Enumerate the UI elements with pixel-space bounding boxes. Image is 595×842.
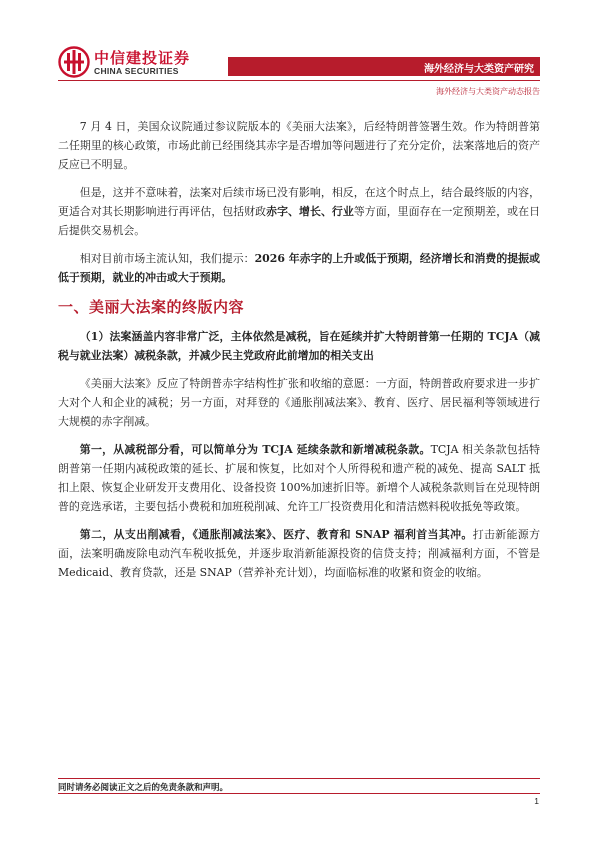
section-title: 一、美丽大法案的终版内容 (58, 298, 245, 316)
footer-divider-top (58, 778, 540, 779)
brand-logo (58, 46, 200, 78)
paragraph-spending-cuts (58, 525, 540, 582)
keyword-separator: 、 (320, 205, 332, 218)
subsection-heading: （1）法案涵盖内容非常广泛，主体依然是减税，旨在延续并扩大特朗普第一任期的 TCJA（减税与就业法案）减税条款，并减少民主党政府此前增加的相关支出 (58, 330, 540, 362)
paragraph-intro: 7 月 4 日，美国众议院通过参议院版本的《美丽大法案》，后经特朗普签署生效。作为特朗普第二任期里的核心政策，市场此前已经围绕其赤字是否增加等问题进行了充分定价，法案落地后的资产反应已不明显。 (58, 120, 540, 171)
footer-disclaimer: 同时请务必阅读正文之后的免责条款和声明。 (58, 783, 229, 793)
company-logo-icon (58, 46, 90, 78)
paragraph-overview: 《美丽大法案》反应了特朗普赤字结构性扩张和收缩的意愿：一方面，特朗普政府要求进一步扩大对个人和企业的减税；另一方面，对拜登的《通胀削减法案》、教育、医疗、居民福利等领域进行大规模的赤字削减。 (58, 377, 540, 428)
report-type: 海外经济与大类资产动态报告 (436, 87, 540, 96)
paragraph-reassessment (58, 183, 540, 240)
keyword-separator: 、 (288, 205, 300, 218)
paragraph-tax-cuts (58, 440, 540, 516)
header-title-bar (228, 57, 540, 76)
footer-divider-bottom (58, 793, 540, 794)
paragraph-text: 但是，这并不意味着，法案对后续市场已没有影响，相反，在这个时点上，结合最终版的内容，更适合对其长期影响进行再评估，包括财政 (58, 186, 540, 218)
key-view-highlight: 2026 年赤字的上升或低于预期，经济增长和消费的提振或低于预期，就业的冲击或大于预期。 (58, 252, 540, 284)
report-body (58, 117, 540, 582)
lead-sentence: 第一，从减税部分看，可以简单分为 TCJA 延续条款和新增减税条款。 (79, 443, 431, 456)
logo-english-name: CHINA SECURITIES (94, 66, 179, 76)
paragraph-text: TCJA 相关条款包括特朗普第一任期内减税政策的延长、扩展和恢复，比如对个人所得税和遗产税的减免、提高 SALT 抵扣上限、恢复企业研发开支费用化、设备投资 100%加速折旧等。新增个人减税条款则旨在兑现特朗普的竞选承诺，主要包括小费税和加班税削减、允许工厂投资费用化和清洁燃料税收抵免等政策。 (58, 443, 540, 513)
paragraph-key-view (58, 249, 540, 287)
lead-sentence: 第二，从支出削减看，《通胀削减法案》、医疗、教育和 SNAP 福利首当其冲。 (79, 528, 473, 541)
logo-chinese-name: 中信建投证券 (94, 49, 191, 67)
paragraph-text: 相对目前市场主流认知，我们提示： (79, 252, 255, 265)
header-title: 海外经济与大类资产研究 (424, 64, 534, 75)
keyword-industry: 行业 (331, 205, 354, 218)
keyword-growth: 增长 (299, 205, 321, 218)
paragraph-text: 等方面，里面存在一定预期差，或在日后提供交易机会。 (58, 205, 540, 237)
paragraph-text: 打击新能源方面，法案明确废除电动汽车税收抵免，并逐步取消新能源投资的信贷支持；削减福利方面，不管是 Medicaid、教育贷款，还是 SNAP（营养补充计划），均面临标准的收紧和资金的收缩。 (58, 528, 540, 579)
header-divider (58, 80, 540, 81)
page-number: 1 (534, 796, 539, 806)
keyword-deficit: 赤字 (266, 205, 289, 218)
